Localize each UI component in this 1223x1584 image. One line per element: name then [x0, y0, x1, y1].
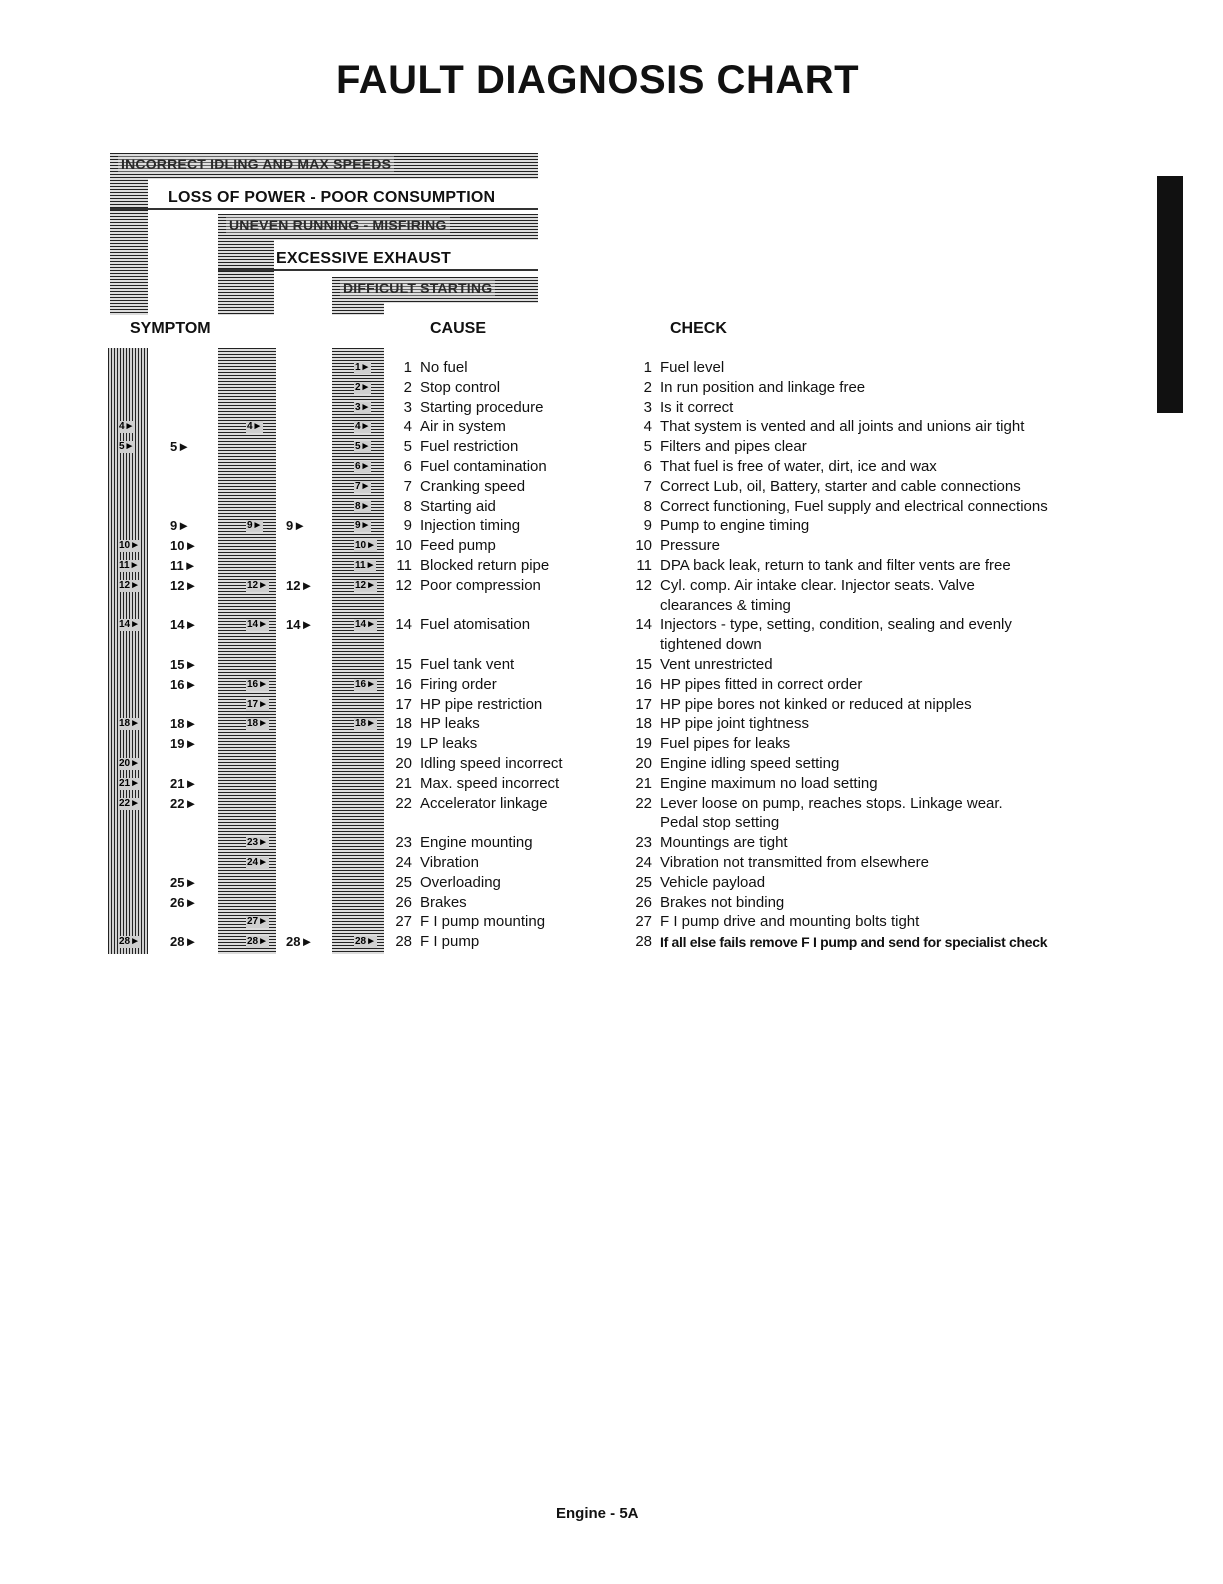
check-text: Pump to engine timing: [660, 517, 810, 535]
check-text: Mountings are tight: [660, 834, 788, 852]
cause-column-heading: CAUSE: [430, 320, 487, 337]
check-number: 21: [635, 774, 652, 792]
check-number: 7: [643, 477, 652, 495]
cause-text: No fuel: [420, 359, 468, 376]
check-number: 25: [635, 873, 652, 891]
symptom-col1-marker: 21►: [119, 777, 141, 789]
check-text: Correct Lub, oil, Battery, starter and cable connections: [660, 477, 1021, 495]
symptom-col3-marker: 24►: [247, 857, 269, 868]
symptom-col1-marker: 11►: [119, 560, 140, 571]
symptom-col1-marker: 4►: [119, 421, 135, 433]
cause-text: Starting aid: [420, 497, 496, 515]
cause-number: 8: [403, 497, 412, 515]
cause-text: F I pump mounting: [420, 913, 546, 931]
check-text: HP pipes fitted in correct order: [660, 675, 863, 693]
symptom-col2-marker: 25►: [170, 874, 198, 890]
check-text: Cyl. comp. Air intake clear. Injector seats. Valve: [660, 576, 975, 594]
symptom-col2-marker: 11►: [170, 558, 197, 573]
symptom-col5-marker: 6►: [355, 461, 371, 472]
cause-number: 25: [395, 873, 412, 891]
check-number: 3: [643, 398, 652, 416]
check-number: 15: [635, 656, 652, 673]
cause-text: Fuel atomisation: [420, 616, 531, 634]
symptom-col1-marker: 12►: [119, 579, 141, 591]
symptom-col3-marker: 12►: [247, 579, 269, 591]
cause-number: 28: [395, 933, 412, 951]
symptom-col2-marker: 16►: [170, 676, 198, 692]
cause-text: Cranking speed: [420, 477, 526, 495]
check-text-continued: tightened down: [660, 636, 762, 654]
cause-number: 10: [395, 537, 412, 555]
check-number: 12: [635, 576, 652, 594]
page-footer: Engine - 5A: [556, 1505, 639, 1522]
check-column-heading: CHECK: [670, 320, 727, 337]
symptom-col4-marker: 12►: [286, 577, 314, 593]
check-number: 5: [643, 438, 652, 456]
cause-number: 14: [395, 616, 412, 634]
check-text-continued: clearances & timing: [660, 596, 791, 614]
cause-number: 23: [395, 834, 412, 852]
check-text: If all else fails remove F I pump and send for specialist check: [660, 934, 1048, 951]
check-number: 6: [643, 458, 652, 475]
check-number: 2: [643, 378, 652, 396]
cause-number: 6: [403, 458, 412, 475]
symptom-col2-marker: 22►: [170, 795, 198, 811]
check-number: 8: [643, 497, 652, 515]
symptom-col3-marker: 17►: [247, 698, 269, 710]
symptom-col5-marker: 2►: [355, 381, 371, 393]
header-rule-4: [218, 269, 538, 271]
cause-text: Max. speed incorrect: [420, 774, 560, 792]
check-number: 1: [643, 359, 652, 376]
symptom-col1-marker: 28►: [119, 936, 141, 948]
check-text: Engine maximum no load setting: [660, 774, 878, 792]
cause-number: 21: [395, 774, 412, 792]
symptom-col1-marker: 14►: [119, 619, 141, 631]
check-text: Brakes not binding: [660, 893, 785, 911]
symptom-col2-marker: 15►: [170, 657, 198, 672]
symptom-col4-marker: 9►: [286, 518, 307, 534]
symptom-col2-marker: 21►: [170, 775, 198, 791]
cause-number: 2: [403, 378, 412, 396]
check-text: In run position and linkage free: [660, 378, 866, 396]
cause-number: 4: [403, 418, 412, 436]
check-number: 17: [635, 695, 652, 713]
symptom-col2-marker: 28►: [170, 934, 198, 950]
symptom-col2-marker: 9►: [170, 518, 191, 534]
symptom-col5-marker: 28►: [355, 936, 377, 948]
check-number: 9: [643, 517, 652, 535]
symptom-col1-marker: 22►: [119, 797, 141, 809]
check-text: Filters and pipes clear: [660, 438, 807, 456]
check-text: Fuel level: [660, 359, 725, 376]
cause-number: 20: [395, 755, 412, 772]
symptom-header-label-5: DIFFICULT STARTING: [340, 280, 495, 296]
cause-text: HP pipe restriction: [420, 695, 543, 713]
symptom-col3-marker: 28►: [247, 936, 269, 948]
symptom-header-label-2: LOSS OF POWER - POOR CONSUMPTION: [168, 189, 496, 206]
symptom-header-label-4: EXCESSIVE EXHAUST: [276, 250, 452, 267]
cause-text: Idling speed incorrect: [420, 755, 563, 772]
check-text: That fuel is free of water, dirt, ice and wax: [660, 458, 937, 475]
symptom-col5-marker: 3►: [355, 401, 371, 413]
section-edge-tab: [1157, 176, 1183, 413]
check-text: Is it correct: [660, 398, 734, 416]
check-text: DPA back leak, return to tank and filter vents are free: [660, 557, 1011, 574]
symptom-col1-bar: [108, 348, 148, 954]
symptom-col2-marker: 19►: [170, 736, 198, 752]
cause-text: Starting procedure: [420, 398, 544, 416]
cause-text: Blocked return pipe: [420, 557, 550, 574]
cause-number: 7: [403, 477, 412, 495]
cause-text: Fuel contamination: [420, 458, 547, 475]
check-number: 18: [635, 715, 652, 733]
check-text: Fuel pipes for leaks: [660, 735, 791, 753]
check-number: 23: [635, 834, 652, 852]
check-number: 24: [635, 854, 652, 871]
check-text: F I pump drive and mounting bolts tight: [660, 913, 920, 931]
symptom-col3-marker: 14►: [247, 619, 269, 631]
symptom-col2-marker: 5►: [170, 439, 191, 455]
symptom-col4-marker: 28►: [286, 934, 314, 950]
symptom-col5-marker: 12►: [355, 579, 377, 591]
cause-text: Fuel tank vent: [420, 656, 515, 673]
symptom-col5-marker: 7►: [355, 480, 371, 492]
symptom-col3-marker: 9►: [247, 520, 263, 532]
check-text: Engine idling speed setting: [660, 755, 840, 772]
cause-number: 26: [395, 893, 412, 911]
symptom-col5-marker: 11►: [355, 560, 376, 571]
check-text: That system is vented and all joints and unions air tight: [660, 418, 1025, 436]
check-number: 22: [635, 794, 652, 812]
cause-number: 3: [403, 398, 412, 416]
symptom-col2-marker: 26►: [170, 894, 198, 910]
cause-text: F I pump: [420, 933, 480, 951]
check-number: 4: [643, 418, 652, 436]
check-text-continued: Pedal stop setting: [660, 814, 780, 832]
symptom-col1-marker: 5►: [119, 441, 135, 453]
symptom-col4-marker: 14►: [286, 617, 314, 633]
cause-number: 27: [395, 913, 412, 931]
check-text: HP pipe bores not kinked or reduced at nipples: [660, 695, 972, 713]
cause-text: Overloading: [420, 873, 501, 891]
check-text: Vent unrestricted: [660, 656, 773, 673]
check-text: Vehicle payload: [660, 873, 766, 891]
cause-number: 1: [403, 359, 412, 376]
cause-text: Vibration: [420, 854, 479, 871]
symptom-col3-marker: 23►: [247, 837, 269, 849]
symptom-col5-marker: 9►: [355, 520, 371, 532]
cause-text: Air in system: [420, 418, 506, 436]
symptom-col5-marker: 5►: [355, 441, 371, 453]
cause-text: Fuel restriction: [420, 438, 519, 456]
header-rule-2: [110, 208, 538, 210]
symptom-col3-marker: 16►: [247, 678, 269, 690]
cause-text: LP leaks: [420, 735, 478, 753]
check-number: 20: [635, 755, 652, 772]
symptom-header-label-3: UNEVEN RUNNING - MISFIRING: [226, 217, 450, 233]
check-number: 19: [635, 735, 652, 753]
symptom-header-label-1: INCORRECT IDLING AND MAX SPEEDS: [118, 156, 394, 172]
symptom-col5-marker: 10►: [355, 540, 377, 552]
symptom-col1-marker: 20►: [119, 758, 141, 769]
check-number: 27: [635, 913, 652, 931]
cause-text: Feed pump: [420, 537, 496, 555]
check-number: 28: [635, 933, 652, 951]
cause-number: 18: [395, 715, 412, 733]
cause-number: 9: [403, 517, 412, 535]
cause-text: Engine mounting: [420, 834, 533, 852]
check-text: Lever loose on pump, reaches stops. Linkage wear.: [660, 794, 1003, 812]
cause-text: Poor compression: [420, 576, 541, 594]
cause-number: 22: [395, 794, 412, 812]
symptom-col3-marker: 4►: [247, 421, 263, 433]
symptom-col2-marker: 10►: [170, 538, 198, 554]
cause-number: 19: [395, 735, 412, 753]
symptom-col5-marker: 16►: [355, 678, 377, 690]
check-text: Injectors - type, setting, condition, sealing and evenly: [660, 616, 1012, 634]
symptom-col1-marker: 18►: [119, 718, 141, 730]
cause-text: HP leaks: [420, 715, 480, 733]
check-text: Pressure: [660, 537, 721, 555]
check-text: Vibration not transmitted from elsewhere: [660, 854, 930, 871]
cause-text: Injection timing: [420, 517, 521, 535]
cause-number: 12: [395, 576, 412, 594]
symptom-column-heading: SYMPTOM: [130, 320, 211, 337]
symptom-col1-marker: 10►: [119, 540, 141, 552]
check-number: 26: [635, 893, 652, 911]
cause-number: 24: [395, 854, 412, 871]
check-text: HP pipe joint tightness: [660, 715, 809, 733]
cause-number: 16: [395, 675, 412, 693]
cause-number: 5: [403, 438, 412, 456]
cause-number: 11: [396, 557, 412, 574]
check-number: 11: [636, 557, 652, 574]
page-title: FAULT DIAGNOSIS CHART: [335, 58, 860, 102]
cause-text: Firing order: [420, 675, 497, 693]
symptom-col3-marker: 27►: [247, 916, 269, 928]
check-number: 10: [635, 537, 652, 555]
symptom-col5-marker: 1►: [355, 362, 371, 373]
symptom-col5-marker: 4►: [355, 421, 371, 433]
cause-number: 15: [395, 656, 412, 673]
symptom-col2-marker: 18►: [170, 716, 198, 732]
check-number: 14: [635, 616, 652, 634]
symptom-col5-marker: 8►: [355, 500, 371, 512]
cause-number: 17: [395, 695, 412, 713]
cause-text: Stop control: [420, 378, 501, 396]
symptom-col2-marker: 12►: [170, 577, 198, 593]
cause-text: Accelerator linkage: [420, 794, 548, 812]
symptom-col5-bar: [332, 348, 384, 954]
symptom-col2-marker: 14►: [170, 617, 198, 633]
check-number: 16: [635, 675, 652, 693]
symptom-col3-marker: 18►: [247, 718, 269, 730]
check-text: Correct functioning, Fuel supply and electrical connections: [660, 497, 1048, 515]
cause-text: Brakes: [420, 893, 467, 911]
symptom-col5-marker: 18►: [355, 718, 377, 730]
symptom-col5-marker: 14►: [355, 619, 377, 631]
